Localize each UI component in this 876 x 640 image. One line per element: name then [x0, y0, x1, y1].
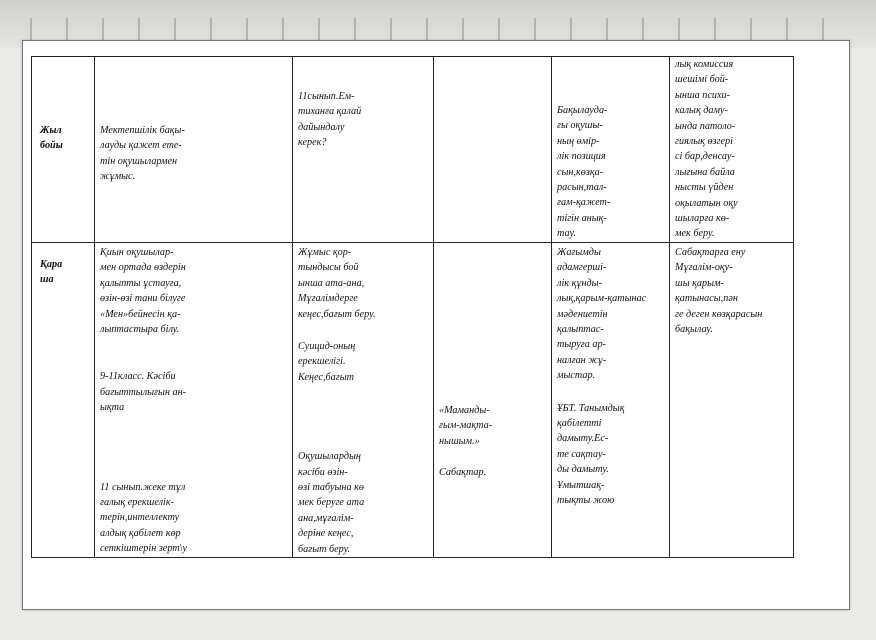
cell-text: Жағымды адамгерші- лік құнды- лық,қарым-қатынас мәдениетін қалыптас- тыруға ар- налған жұ- мыстар. [557, 246, 647, 382]
cell-text [434, 57, 551, 59]
table-cell [434, 57, 552, 243]
table-cell [293, 57, 434, 243]
cell-text: 11сынып.Ем- тиханға қалай дайындалу керек? [298, 91, 362, 149]
cell-text: Оқушылардың кәсіби өзін- өзі табуына кө мек беруге ата ана,мұғалім- деріне кеңес, бағыт беру. [298, 451, 365, 555]
table-cell [670, 242, 794, 557]
cell-text: Мектепшілік бақы- лауды қажет ете- тін оқушылармен жұмыс. [100, 125, 185, 183]
cell-text: 9-11класс. Кәсіби бағыттылығын ан- ықта [100, 371, 187, 414]
cell-text: Суицид-оның ерекшелігі. Кеңес,бағыт [298, 340, 356, 383]
period-label: Жыл бойы [40, 125, 63, 152]
table-cell [95, 57, 293, 243]
cell-text: Бақылауда- ғы оқушы- ның өмір- лік позиция сын,көзқа- расын,тал- ғам-қажет- тігін анық- тау. [557, 105, 611, 240]
table-cell [95, 242, 293, 557]
cell-text: Жұмыс қор- тындысы бой ынша ата-ана, Мұғалімдерге кеңес,бағыт беру. [298, 246, 376, 320]
table-cell [552, 57, 670, 243]
table-cell [552, 242, 670, 557]
period-label: Қара ша [40, 258, 63, 286]
cell-text: Қиын оқушылар- мен ортада өздерін қалыпты ұстауға, өзін-өзі тани білуге «Мен»бейнесін қа- лыптастыра білу. [100, 246, 186, 335]
table-row [32, 57, 794, 243]
binding-spiral [30, 18, 850, 40]
table-row [32, 242, 794, 557]
plan-table [31, 56, 794, 558]
table-cell [434, 242, 552, 557]
period-cell [32, 57, 95, 243]
cell-text: 11 сынып.жеке тұл ғалық ерекшелік- терін,интеллекту алдық қабілет көр сеткіштерін зерт\у [100, 481, 187, 555]
table-cell [670, 57, 794, 243]
cell-text: лық комиссия шешімі бой- ынша психи- калық даму- ында патоло- гиялық өзгері сі бар,денсау- лығына байла нысты үйден оқылатын оқу шыларға кө- мек беру. [675, 59, 738, 240]
table-cell [293, 242, 434, 557]
cell-text: «Маманды- ғым-мақта- нышым.» Сабақтар. [439, 404, 493, 478]
cell-text: ҰБТ. Танымдық қабілетті дамыту.Ес- те сақтау- ды дамыту. Ұмытшақ- тықты жою [557, 402, 625, 506]
cell-text: Сабақтарға ену Мұғалім-оқу- шы қарым- қатынасы,пән ге деген көзқарасын бақылау. [675, 246, 763, 335]
period-cell [32, 242, 95, 557]
